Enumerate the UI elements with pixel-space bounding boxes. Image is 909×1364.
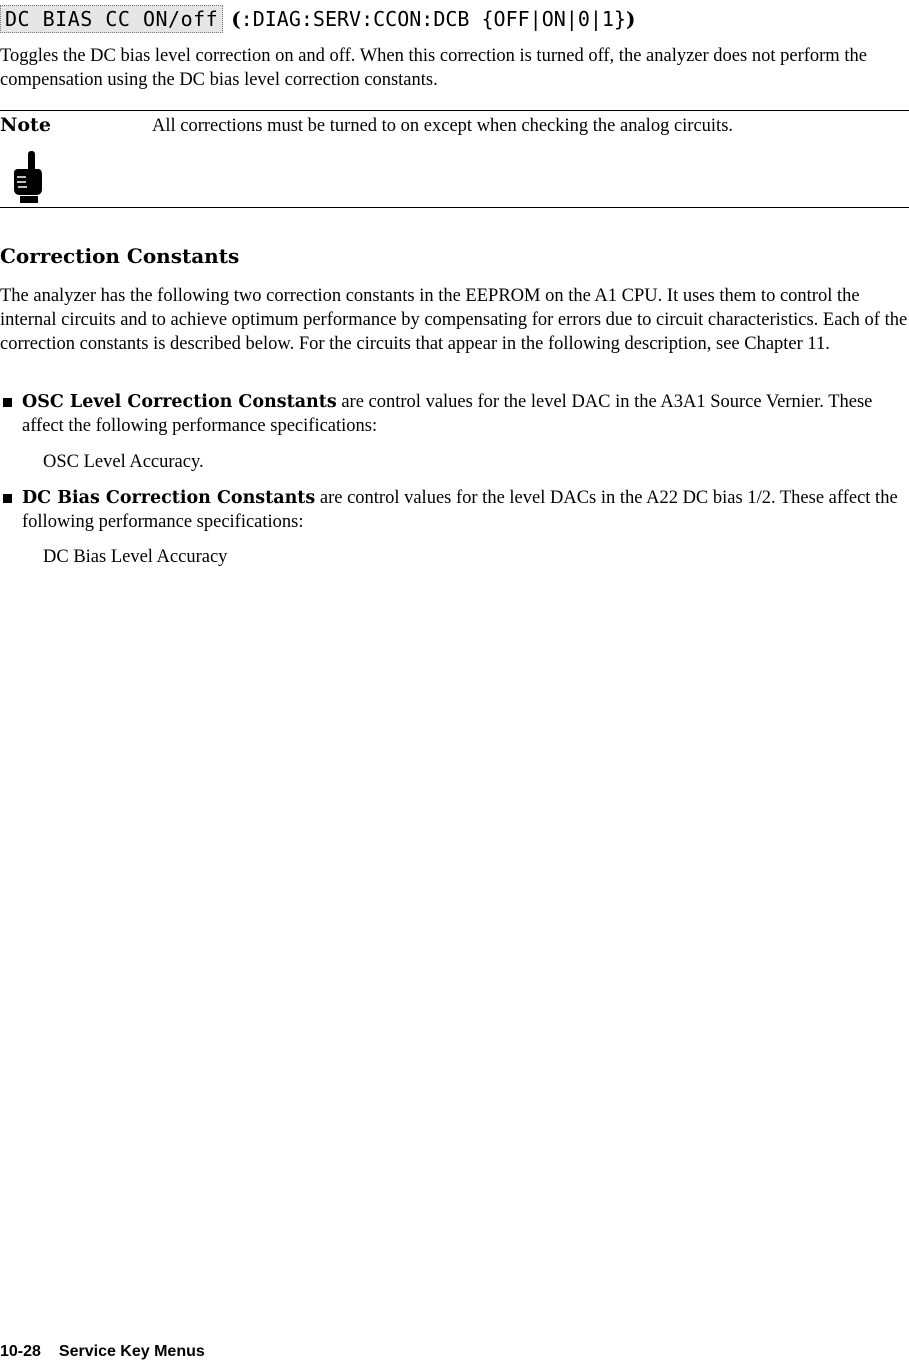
scpi-command: (:DIAG:SERV:CCON:DCB {OFF|ON|0|1})	[231, 7, 636, 31]
softkey-heading	[0, 4, 635, 34]
list-item-description: are control values for the level DACs in the A22 DC bias 1/2. These affect the following performance specifications:	[22, 488, 898, 532]
spec-line: OSC Level Accuracy.	[43, 452, 204, 472]
note-top-rule	[0, 110, 909, 111]
note-label: Note	[0, 114, 51, 136]
list-item-term: DC Bias Correction Constants	[22, 488, 316, 508]
section-title: Correction Constants	[0, 244, 240, 268]
page-footer	[0, 1343, 205, 1361]
bullet-square-icon	[3, 398, 12, 407]
note-text: All corrections must be turned to on except when checking the analog circuits.	[152, 116, 734, 136]
softkey-label: DC BIAS CC ON/off	[0, 5, 223, 33]
chapter-title: Service Key Menus	[58, 1343, 205, 1360]
list-item-description: are control values for the level DAC in the A3A1 Source Vernier. These affect the following performance specifications:	[22, 392, 873, 436]
note-bottom-rule	[0, 207, 909, 208]
list-item	[0, 390, 909, 438]
section-paragraph: The analyzer has the following two correction constants in the EEPROM on the A1 CPU. It uses them to control the internal circuits and to achieve optimum performance by compensating for errors due to circuit characteristics. Each of the correction constants is described below. For the circuits that appear in the following description, see Chapter 11.	[0, 286, 908, 354]
page-number: 10-28	[0, 1343, 41, 1360]
intro-paragraph: Toggles the DC bias level correction on and off. When this correction is turned off, the analyzer does not perform the compensation using the DC bias level correction constants.	[0, 46, 867, 90]
bullet-square-icon	[3, 494, 12, 503]
spec-line: DC Bias Level Accuracy	[43, 547, 228, 567]
list-item	[0, 486, 909, 534]
list-item-term: OSC Level Correction Constants	[22, 392, 337, 412]
pointing-hand-icon	[10, 151, 44, 203]
